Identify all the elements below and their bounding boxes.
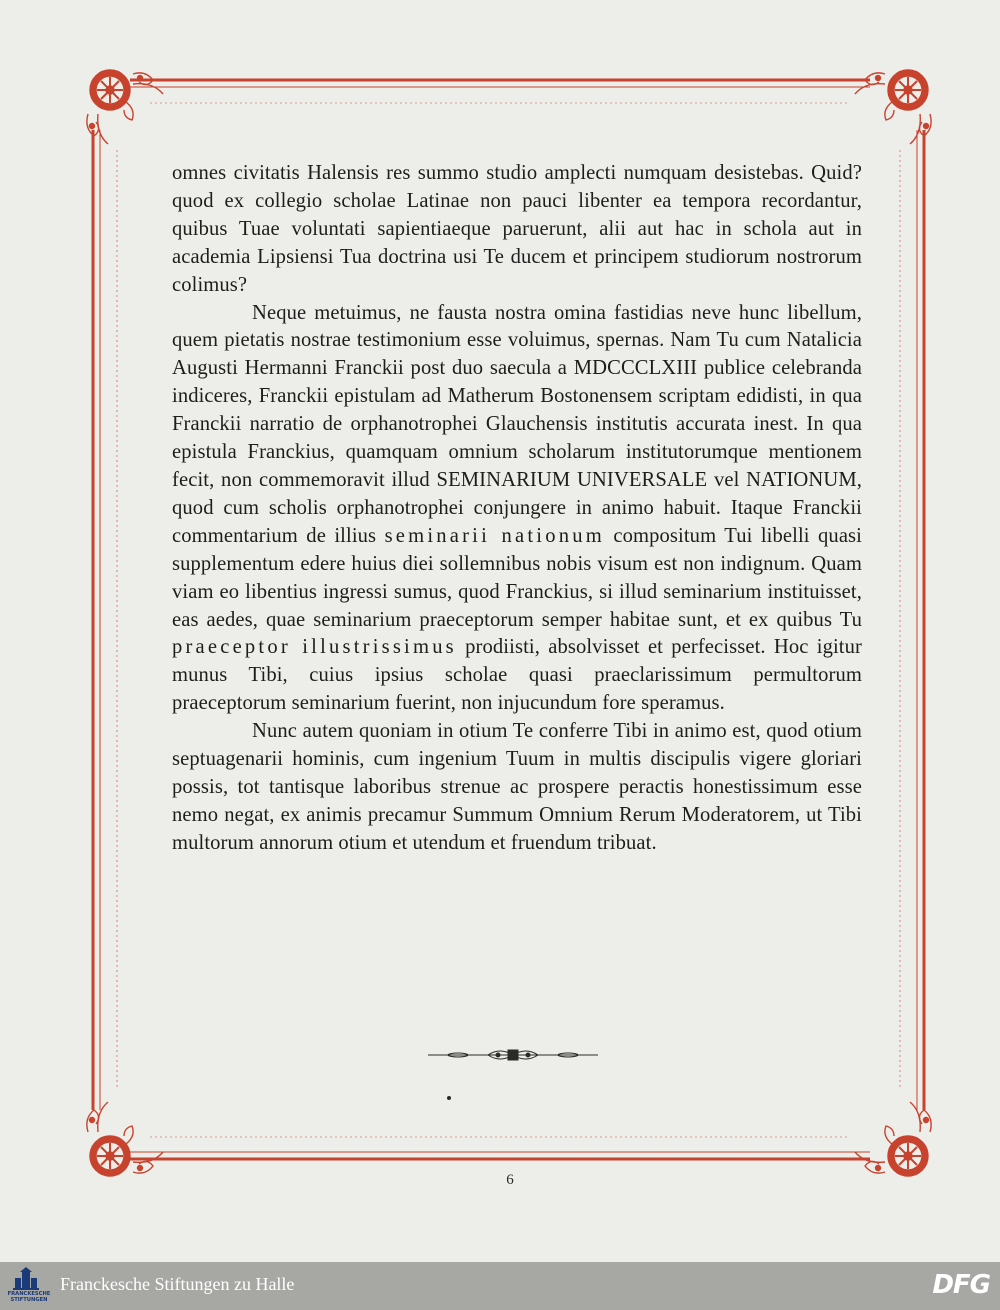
footer-title[interactable]: Franckesche Stiftungen zu Halle xyxy=(60,1274,295,1294)
end-ornament-divider xyxy=(428,1045,598,1065)
paragraph-3-text: Nunc autem quoniam in otium Te conferre Tibi in animo est, quod otium septuagenarii hominis, cum ingenium Tuum in multis discipulis vigere gloriari possis, tot tantisque laboribus strenue ac prospere peractis honestissimum esse nemo negat, ex animis precamur Summum Omnium Rerum Moderatorem, ut Tibi multorum annorum otium et utendum et fruendum tribuat. xyxy=(172,720,862,854)
body-text xyxy=(172,160,862,858)
corner-ornament-top-right xyxy=(850,64,940,154)
paragraph-2 xyxy=(172,300,862,719)
paragraph-2-spaced-phrase-1: seminarii nationum xyxy=(384,524,605,547)
paragraph-2-text-b: compositum Tui libelli quasi supplementum edere huius diei sollemnibus nobis visum est non indignum. Quam viam eo libentius ingressi sumus, quod Franckius, si illud seminarium instituisset, eas aedes, quae seminarium praeceptorum semper habitae sunt, et ex quibus Tu xyxy=(172,524,862,631)
corner-ornament-bottom-left xyxy=(78,1092,168,1182)
corner-ornament-top-left xyxy=(78,64,168,154)
logo-caption xyxy=(6,1291,52,1303)
page-number: 6 xyxy=(506,1172,514,1188)
viewer-footer-bar xyxy=(0,1262,1000,1310)
dfg-logo[interactable]: DFG xyxy=(932,1270,990,1300)
ink-dot xyxy=(447,1096,451,1100)
paragraph-2-text-c: prodiisti, absolvisset et perfecisset. Hoc igitur munus Tibi, cuius ipsius scholae quasi praeclarissimum permultorum praeceptorum seminarium fuerint, non injucundum fore speramus. xyxy=(172,636,862,715)
paragraph-2-text-a: Neque metuimus, ne fausta nostra omina fastidias neve hunc libellum, quem pietatis nostrae testimonium esse voluimus, spernas. Nam Tu cum Natalicia Augusti Hermanni Franckii post duo saecula a MDCCCLXIII publice celebranda indiceres, Franckii epistulam ad Matherum Bostonensem scriptam edidisti, in qua Franckii narratio de orphanotrophei Glauchensis institutis accurata inest. In qua epistula Franckius, quamquam omnium scholarum institutorumque mentionem fecit, non commemoravit illud SEMINARIUM UNIVERSALE vel NATIONUM, quod cum scholis orphanotrophei conjungere in animo habuit. Itaque Franckii commentarium de illius xyxy=(172,301,862,547)
franckesche-logo[interactable] xyxy=(6,1266,51,1306)
paragraph-1 xyxy=(172,160,862,300)
paragraph-1-text: omnes civitatis Halensis res summo studio amplecti numquam desistebas. Quid? quod ex collegio scholae Latinae non pauci libenter ea tempora recordantur, quibus Tuae voluntati sapientiaeque paruerunt, alii aut hac in schola aut in academia Lipsiensi Tua doctrina usi Te ducem et principem studiorum nostrorum colimus? xyxy=(172,162,862,296)
logo-caption-line1: FRANCKESCHE xyxy=(7,1291,51,1297)
building-icon xyxy=(6,1266,46,1292)
paragraph-2-spaced-phrase-2: praeceptor illustrissimus xyxy=(172,636,457,659)
paragraph-3 xyxy=(172,718,862,858)
logo-caption-line2: STIFTUNGEN xyxy=(10,1297,48,1303)
corner-ornament-bottom-right xyxy=(850,1092,940,1182)
